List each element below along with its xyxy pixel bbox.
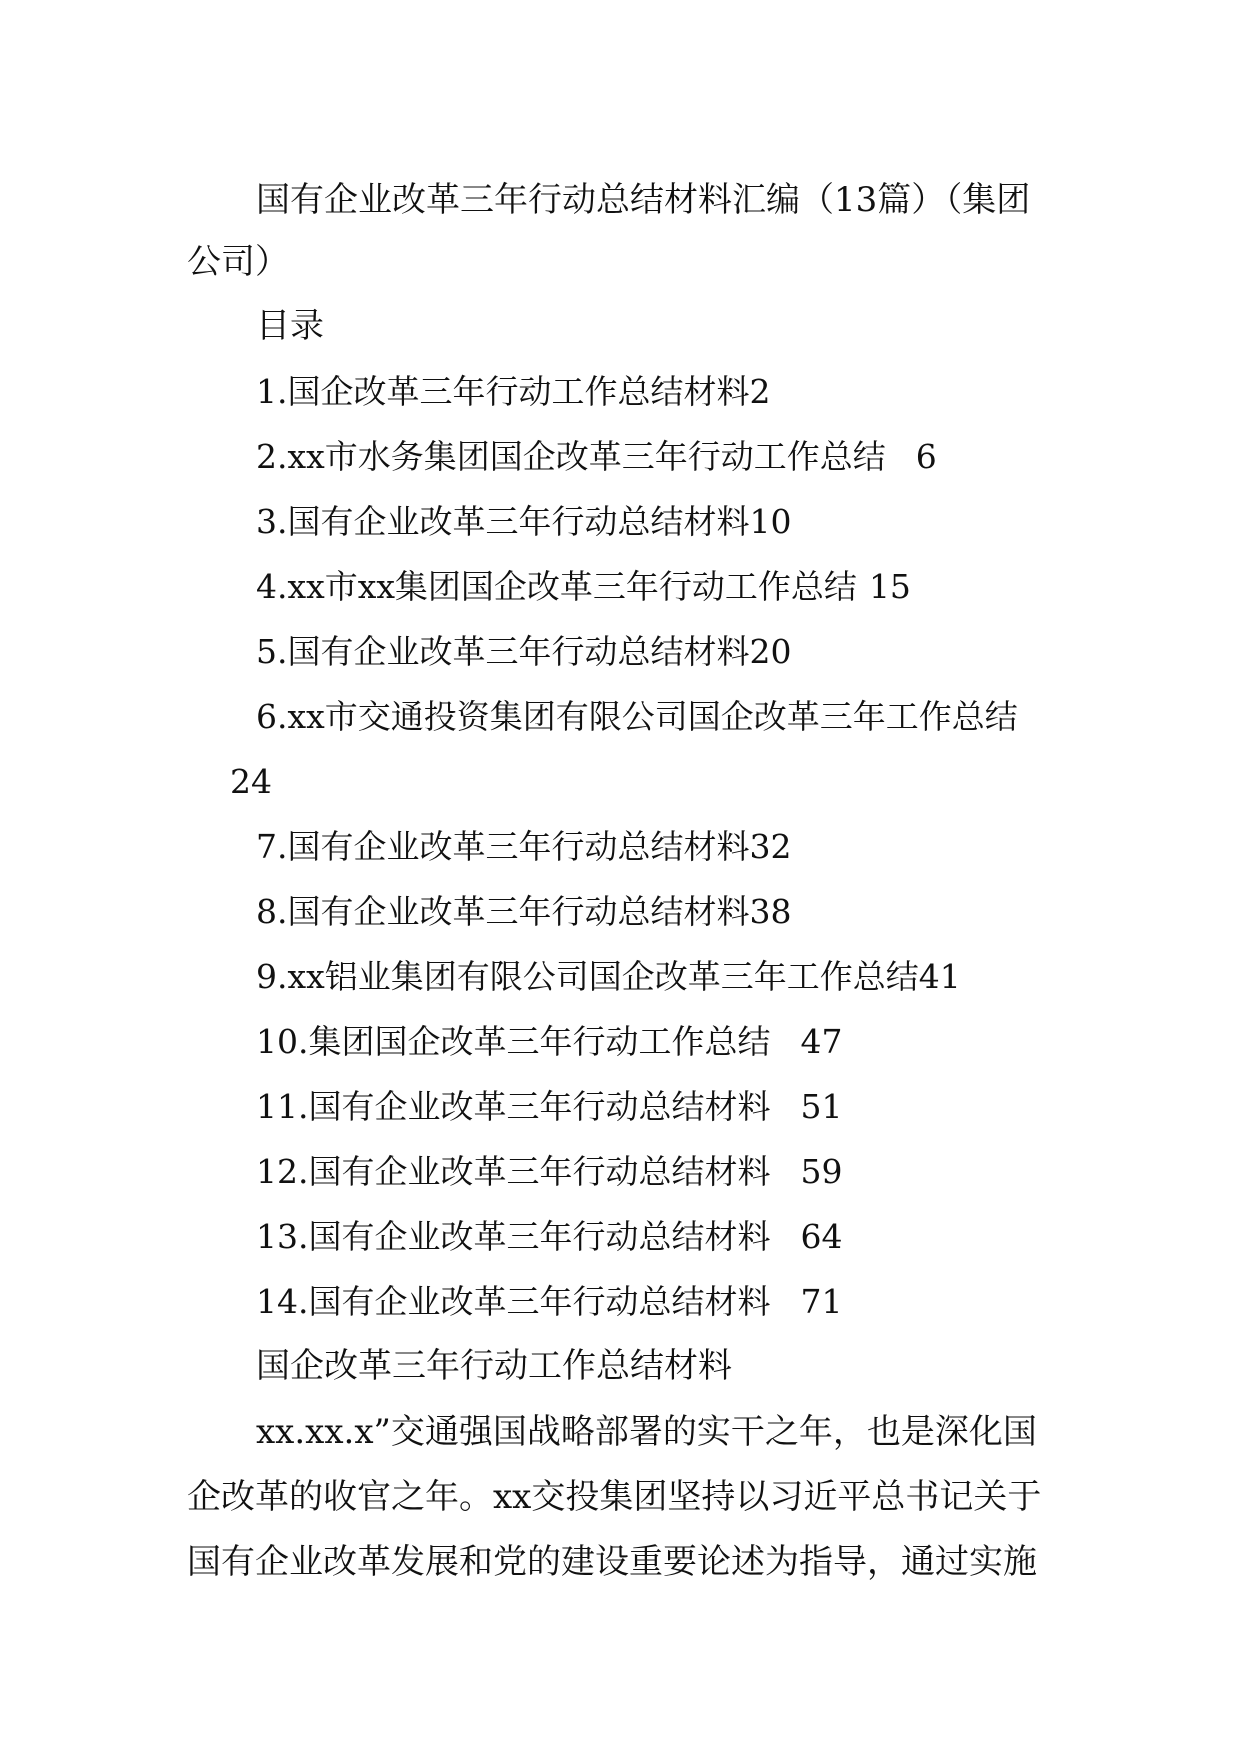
toc-entry[interactable] xyxy=(256,1152,842,1192)
toc-entry-page: 10 xyxy=(749,502,792,541)
toc-entry-label: 14.国有企业改革三年行动总结材料 xyxy=(256,1282,771,1321)
section-heading: 国企改革三年行动工作总结材料 xyxy=(256,1346,732,1386)
toc-entry-label: 11.国有企业改革三年行动总结材料 xyxy=(256,1087,771,1126)
toc-entry-page: 20 xyxy=(749,632,792,671)
toc-entry[interactable] xyxy=(256,1217,842,1257)
toc-entry[interactable] xyxy=(256,502,792,542)
body-line: xx.xx.x”交通强国战略部署的实干之年，也是深化国 xyxy=(256,1412,1037,1452)
toc-entry-label: 7.国有企业改革三年行动总结材料 xyxy=(256,827,750,866)
toc-entry-label: 13.国有企业改革三年行动总结材料 xyxy=(256,1217,771,1256)
body-line: 国有企业改革发展和党的建设重要论述为指导，通过实施 xyxy=(187,1542,1037,1582)
toc-entry-page: 64 xyxy=(800,1217,843,1256)
toc-entry[interactable] xyxy=(256,372,771,412)
toc-entry-label: 3.国有企业改革三年行动总结材料 xyxy=(256,502,750,541)
toc-entry[interactable] xyxy=(256,1087,842,1127)
toc-entry[interactable] xyxy=(256,632,792,672)
toc-entry-label: 8.国有企业改革三年行动总结材料 xyxy=(256,892,750,931)
toc-entry[interactable] xyxy=(256,957,961,997)
toc-entry-label: 4.xx市xx集团国企改革三年行动工作总结 xyxy=(256,567,857,606)
toc-heading: 目录 xyxy=(256,306,324,346)
toc-entry-label: 2.xx市水务集团国企改革三年行动工作总结 xyxy=(256,437,886,476)
body-line: 企改革的收官之年。xx交投集团坚持以习近平总书记关于 xyxy=(187,1477,1042,1517)
toc-entry-label: 10.集团国企改革三年行动工作总结 xyxy=(256,1022,771,1061)
toc-entry-page: 59 xyxy=(800,1152,843,1191)
toc-entry-page: 41 xyxy=(918,957,961,996)
toc-entry-page: 38 xyxy=(749,892,792,931)
toc-entry-continuation[interactable] xyxy=(230,762,272,802)
document-title-line-2: 公司） xyxy=(187,242,289,282)
toc-entry-page: 32 xyxy=(749,827,792,866)
toc-entry[interactable] xyxy=(256,1022,842,1062)
toc-entry[interactable] xyxy=(256,567,911,607)
toc-entry-page: 47 xyxy=(800,1022,843,1061)
toc-entry-page: 6 xyxy=(915,437,937,476)
toc-entry-label: 9.xx铝业集团有限公司国企改革三年工作总结 xyxy=(256,957,919,996)
toc-entry-label: 12.国有企业改革三年行动总结材料 xyxy=(256,1152,771,1191)
toc-entry-page: 15 xyxy=(868,567,911,606)
document-title-line-1: 国有企业改革三年行动总结材料汇编（13篇）（集团 xyxy=(256,180,1031,220)
toc-entry[interactable] xyxy=(256,827,792,867)
toc-entry[interactable] xyxy=(256,1282,842,1322)
toc-entry-label: 5.国有企业改革三年行动总结材料 xyxy=(256,632,750,671)
toc-entry-page: 71 xyxy=(800,1282,843,1321)
toc-entry-page: 24 xyxy=(230,762,272,801)
toc-entry-page: 51 xyxy=(800,1087,843,1126)
toc-entry-label: 1.国企改革三年行动工作总结材料 xyxy=(256,372,750,411)
toc-entry-page: 2 xyxy=(749,372,771,411)
toc-entry[interactable] xyxy=(256,892,792,932)
toc-entry-label: 6.xx市交通投资集团有限公司国企改革三年工作总结 xyxy=(256,697,1018,736)
toc-entry[interactable] xyxy=(256,437,937,477)
toc-entry[interactable] xyxy=(256,697,1018,737)
